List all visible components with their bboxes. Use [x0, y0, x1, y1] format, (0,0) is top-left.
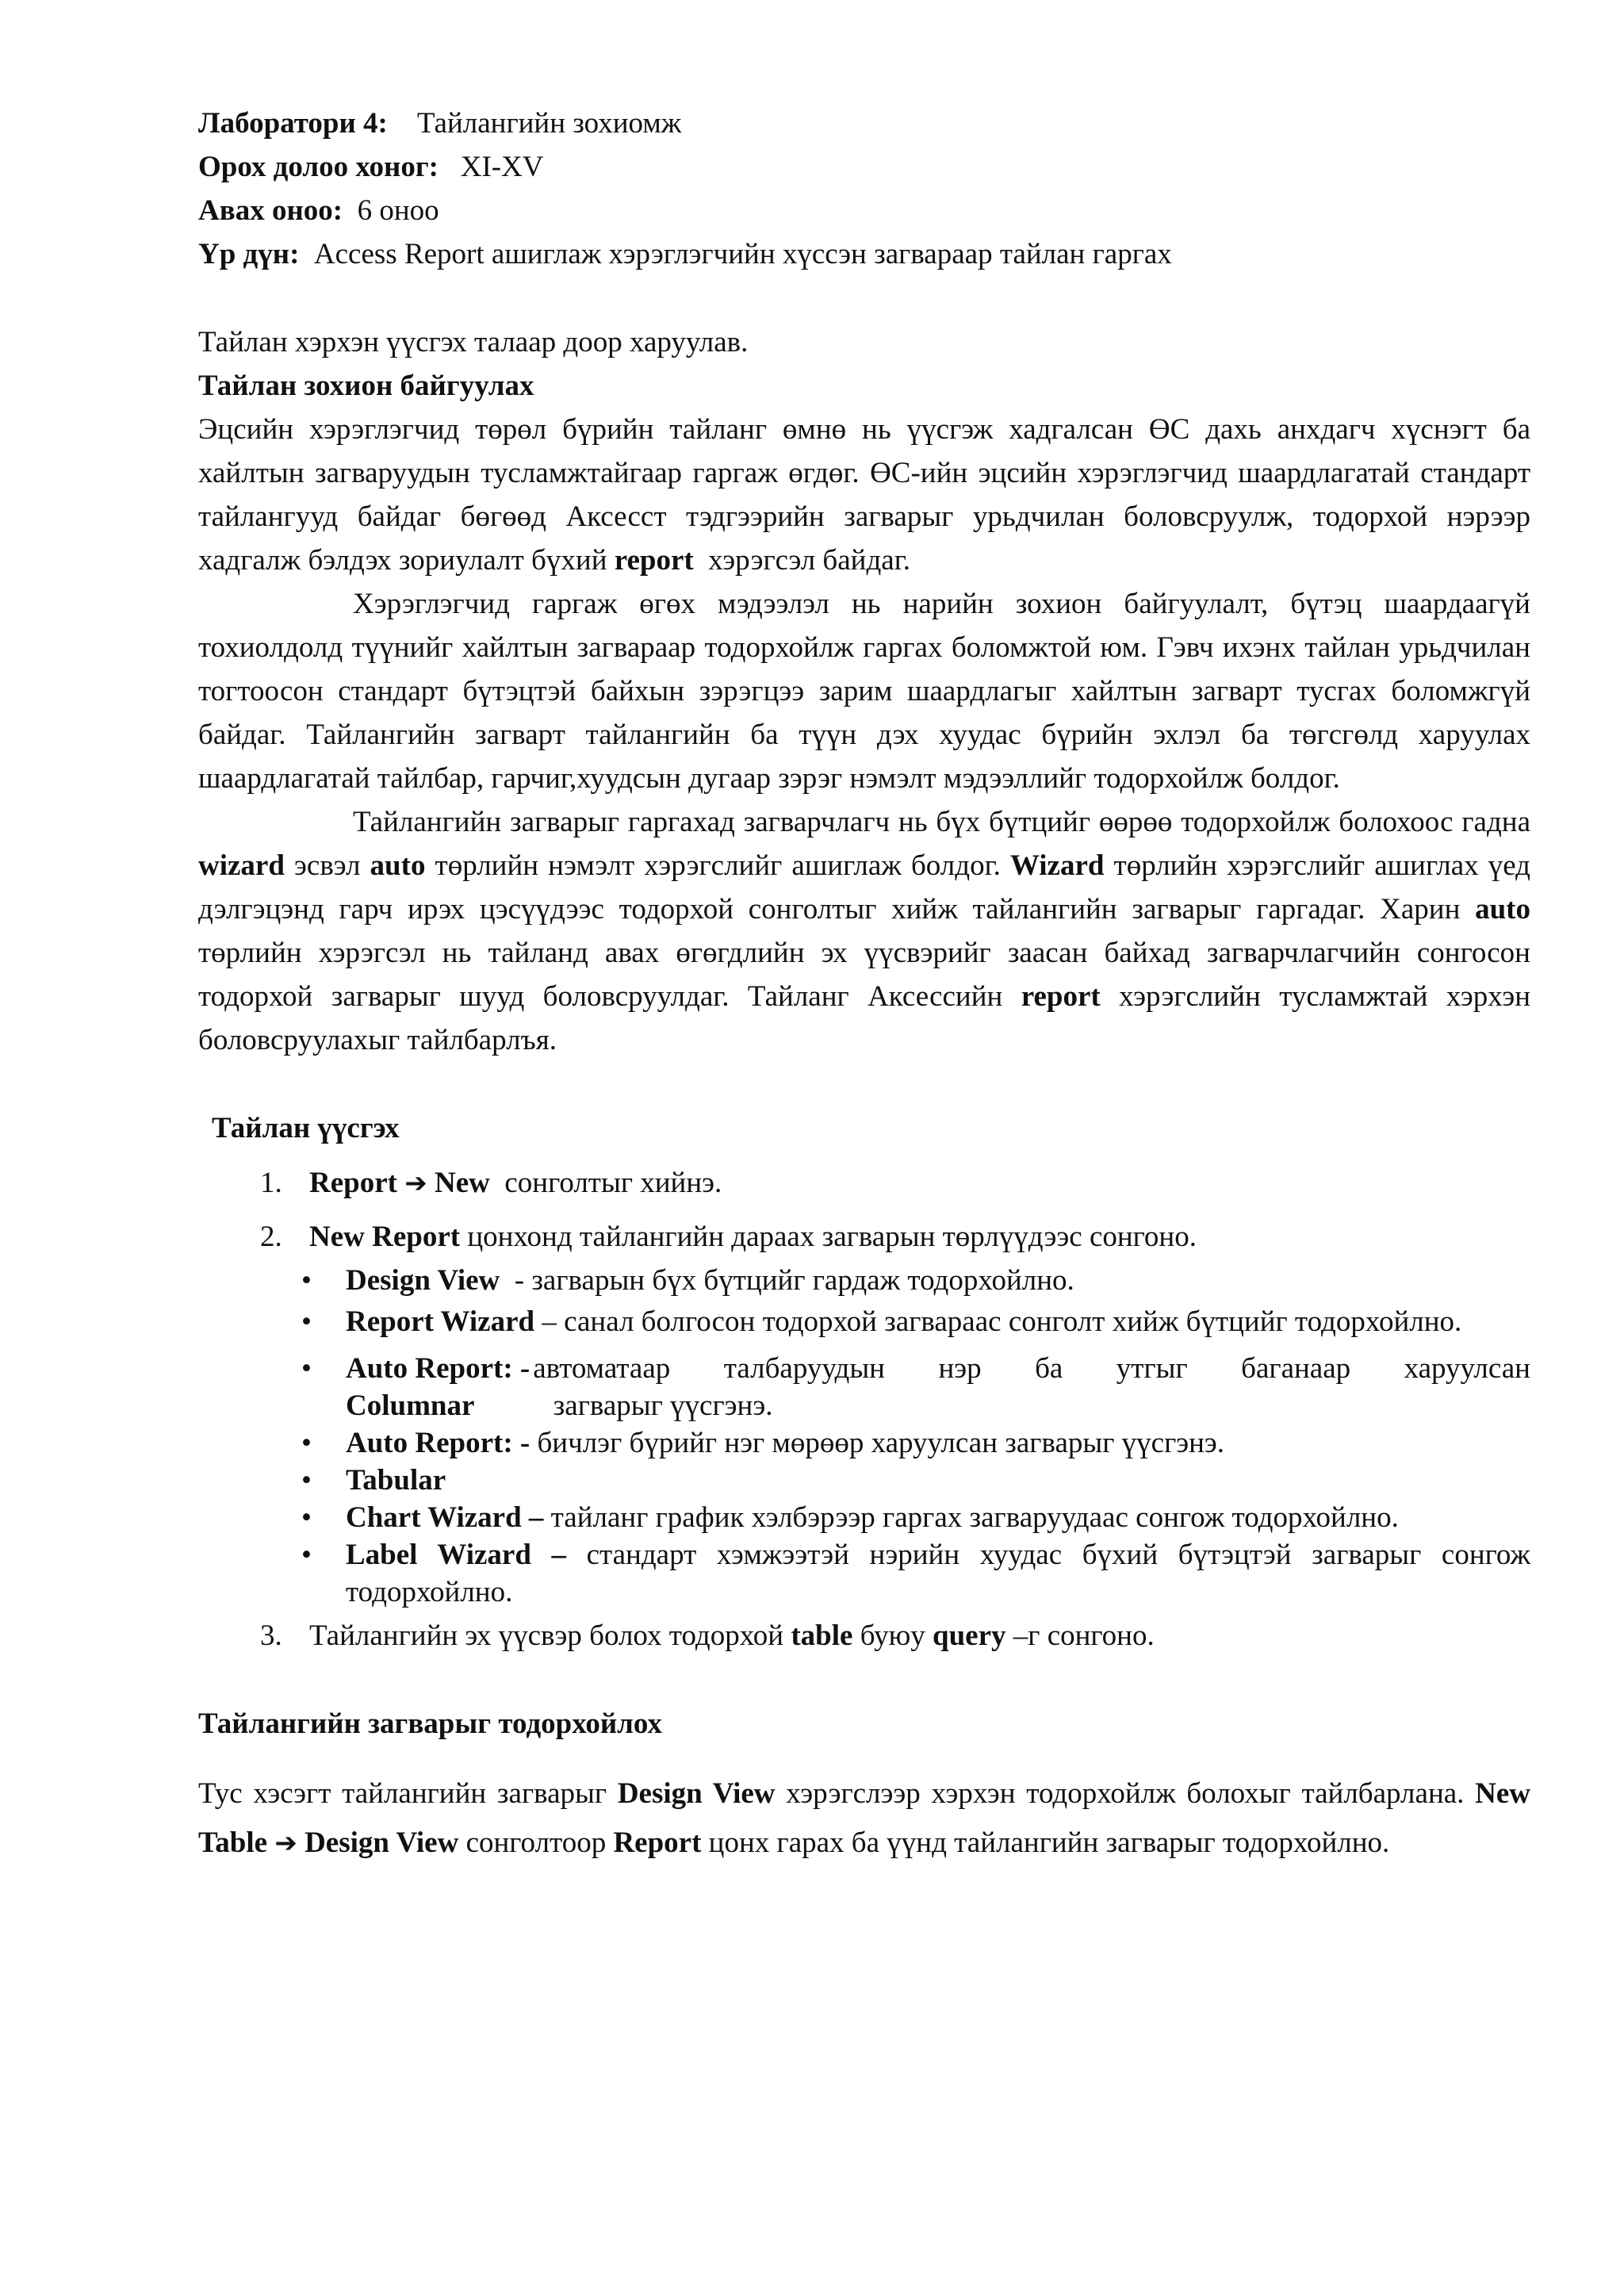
create-title: Тайлан үүсгэх — [212, 1112, 400, 1144]
step-3: 3. Тайлангийн эх үүсвэр болох тодорхой table буюу query –г сонгоно. — [198, 1614, 1530, 1658]
week-label: Орох долоо хоног: — [198, 151, 439, 183]
p3-bold-wizard: wizard — [198, 849, 285, 882]
step-2-text: цонхонд тайлангийн дараах загварын төрлүүдээс сонгоно. — [467, 1221, 1197, 1253]
step-1 — [198, 1161, 1530, 1205]
p3-bold-auto: auto — [370, 849, 426, 882]
step-1-new: New — [434, 1167, 490, 1199]
p3-text-f: төрлийн хэрэгсэл нь тайланд авах өгөгдлийн эх үүсвэрийг заасан байхад загварчлагчийн сонгосон тодорхой загварыг шууд боловсруулдаг. Тайланг Аксессийн — [198, 937, 1530, 1013]
p3-bold-auto-2: auto — [1475, 893, 1531, 926]
lab-label: Лаборатори 4: — [198, 107, 388, 140]
design-view-bold-2: Design View — [304, 1826, 459, 1859]
lab-value: Тайлангийн зохиомж — [416, 107, 682, 140]
report-types-list — [301, 1262, 1531, 1611]
organize-title: Тайлан зохион байгуулах — [198, 370, 534, 402]
new-table-bold: New Table — [198, 1777, 1531, 1859]
p1-text-a: Эцсийн хэрэглэгчид төрөл бүрийн тайланг өмнө нь үүсгэж хадгалсан ӨС дахь анхдагч хүснэгт ба хайлтын загваруудын тусламжтайгаар гаргаж өгдөг. ӨС-ийн эцсийн хэрэглэгчид шаардлагатай стандарт тайлангууд байдаг бөгөөд Аксесст тэдгээрийн загварыг урьдчилан боловсруулж, тодорхой нэрээр хадгалж бэлдэх зориулалт бүхий — [198, 413, 1530, 577]
design-view-bold: Design View — [617, 1777, 776, 1810]
p3-text-g: хэрэгслийн тусламжтай хэрхэн боловсруулахыг тайлбарлъя. — [198, 980, 1531, 1056]
week-line — [198, 145, 1530, 189]
list-item: • Report Wizard – санал болгосон тодорхой загвараас сонголт хийж бүтцийг тодорхойлно. — [346, 1300, 1530, 1343]
p1-text-b: хэрэгсэл байдаг. — [708, 544, 910, 577]
p3-text-c: эсвэл — [294, 849, 361, 882]
list-item: • Label Wizard – стандарт хэмжээтэй нэрийн хуудас бүхий бүтэцтэй загварыг сонгож тодорхойлно. — [346, 1536, 1530, 1611]
result-line — [198, 232, 1530, 276]
create-steps — [198, 1161, 1530, 1658]
step-1-report: Report — [309, 1167, 397, 1199]
design-title: Тайлангийн загварыг тодорхойлох — [198, 1708, 662, 1740]
bullet-icon: • — [301, 1264, 312, 1297]
p3-text-a: Тайлангийн загварыг гаргахад загварчлагч нь бүх бүтцийг өөрөө тодорхойлж болохоос гадна — [353, 806, 1530, 838]
arrow-right-icon: ➔ — [404, 1167, 427, 1199]
report-bold: Report — [613, 1826, 702, 1859]
p3-text-e: төрлийн хэрэгслийг ашиглах үед дэлгэцэнд гарч ирэх цэсүүдээс тодорхой сонголтыг хийж тайлангийн загварыг гаргадаг. Харин — [198, 849, 1530, 926]
score-label: Авах оноо: — [198, 194, 343, 227]
p3-bold-report: report — [1021, 980, 1101, 1013]
list-item: • Auto Report: - бичлэг бүрийг нэг мөрөөр харуулсан загварыг үүсгэнэ. — [346, 1424, 1530, 1462]
p3-text-d: төрлийн нэмэлт хэрэгслийг ашиглаж болдог. — [435, 849, 1001, 882]
list-item: • Chart Wizard – тайланг график хэлбэрээр гаргах загваруудаас сонгож тодорхойлно. — [346, 1499, 1530, 1536]
step-1-text: сонголтыг хийнэ. — [504, 1167, 722, 1199]
list-item: • Auto Report: - автоматаар талбаруудын нэр ба утгыг баганаар харуулсан Columnar загварыг үүсгэнэ. — [346, 1350, 1530, 1424]
lab-line — [198, 102, 1530, 145]
bullet-icon: • — [301, 1305, 312, 1338]
p3-bold-wizard-2: Wizard — [1009, 849, 1105, 882]
organize-paragraph-1 — [198, 408, 1530, 582]
bullet-icon: • — [301, 1352, 312, 1385]
step-2-number: 2. — [260, 1221, 282, 1253]
bullet-icon: • — [301, 1427, 312, 1459]
bullet-icon: • — [301, 1539, 312, 1571]
intro-text: Тайлан хэрхэн үүсгэх талаар доор харуулав. — [198, 326, 749, 358]
score-line — [198, 189, 1530, 232]
arrow-right-icon: ➔ — [274, 1827, 297, 1859]
bullet-icon: • — [301, 1501, 312, 1534]
score-value: 6 оноо — [357, 194, 439, 227]
list-item: • Tabular — [346, 1462, 1530, 1499]
p1-bold-report: report — [614, 544, 694, 577]
result-label: Үр дүн: — [198, 238, 300, 270]
document-page — [198, 102, 1530, 1868]
list-item: • Design View - загварын бүх бүтцийг гардаж тодорхойлно. — [346, 1262, 1530, 1300]
organize-paragraph-2: Хэрэглэгчид гаргаж өгөх мэдээлэл нь нарийн зохион байгуулалт, бүтэц шаардаагүй тохиолдолд түүнийг хайлтын загвараар тодорхойлж гаргах боломжтой юм. Гэвч ихэнх тайлан урьдчилан тогтоосон стандарт бүтэцтэй байхын зэрэгцээ зарим шаардлагыг хайлтын загварт тусгах боломжгүй байдаг. Тайлангийн загварт тайлангийн ба түүн дэх хуудас бүрийн эхлэл ба төгсгөлд харуулах шаардлагатай тайлбар, гарчиг,хуудсын дугаар зэрэг нэмэлт мэдээллийг тодорхойлж болдог. — [198, 588, 1530, 795]
step-3-table: table — [791, 1619, 853, 1652]
result-value: Access Report ашиглаж хэрэглэгчийн хүссэн загвараар тайлан гаргах — [313, 238, 1172, 270]
step-3-number: 3. — [260, 1619, 282, 1652]
step-1-number: 1. — [260, 1167, 282, 1199]
step-3-query: query — [933, 1619, 1006, 1652]
design-paragraph: Тус хэсэгт тайлангийн загварыг Design View хэрэгслээр хэрхэн тодорхойлж болохыг тайлбарлана. New Table ➔ Design View сонголтоор Report цонх гарах ба үүнд тайлангийн загварыг тодорхойлно. — [198, 1777, 1531, 1859]
bullet-icon: • — [301, 1464, 312, 1497]
step-2-new-report: New Report — [309, 1221, 461, 1253]
organize-paragraph-3 — [198, 800, 1530, 1062]
step-2 — [198, 1215, 1530, 1611]
week-value: XI-XV — [460, 151, 544, 183]
